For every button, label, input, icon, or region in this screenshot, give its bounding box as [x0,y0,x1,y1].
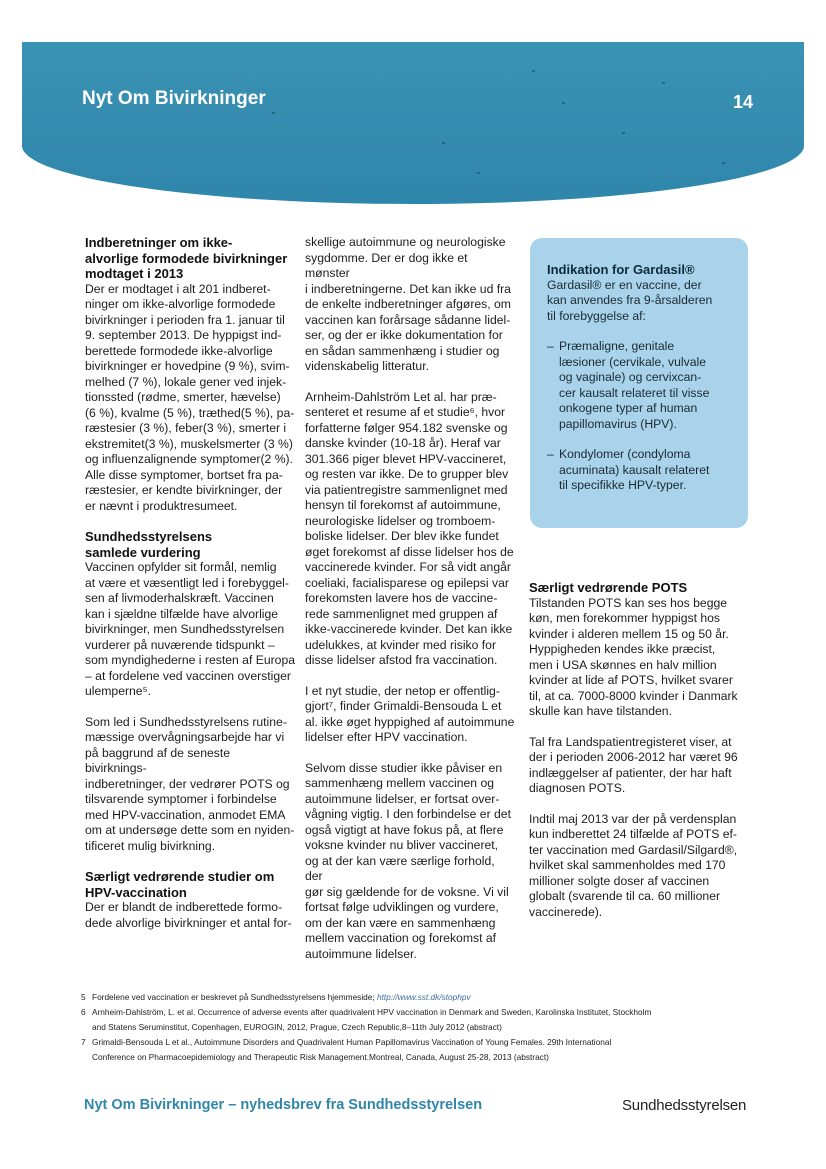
paragraph: Der er blandt de indberettede formo- dede alvorlige bivirkninger et antal for- [85,900,292,930]
sundhedsstyrelsen-logo: Sundhedsstyrelsen [622,1097,747,1114]
footnote: 7 Grimaldi-Bensouda L et al., Autoimmune Disorders and Quadrivalent Human Papillomavirus Vaccination of Young Females. 29th International Conference on Pharmacoepidemiology and Therapeutic Risk Management.Montreal, Canada, August 25-28, 2013 (abstract) [81,1037,612,1062]
paragraph: skellige autoimmune og neurologiske sygdomme. Der er dog ikke et mønster i indberetningerne. Det kan ikke ud fra de enkelte indberetninger afgøres, om vaccinen kan forårsage sådanne lidel- ser, og der er ikke dokumentation for en sådan sammenhæng i studier og videnskabelig litteratur. [305,235,511,373]
page-number: 14 [733,92,754,112]
infobox-list-item: – Præmaligne, genitale læsioner (cervikale, vulvale og vaginale) og cervixcan- cer kausalt relateret til visse onkogene typer af human papillomavirus (HPV). [547,339,710,431]
paragraph: Som led i Sundhedsstyrelsens rutine- mæssige overvågningsarbejde har vi på baggrund af de seneste bivirknings- indberetninger, der vedrører POTS og tilsvarende symptomer i forbindelse med HPV-vaccination, anmodet EMA om at undersøge dette som en nyiden- tificeret mulig bivirkning. [85,714,295,853]
paragraph: Tal fra Landspatientregisteret viser, at der i perioden 2006-2012 har været 96 indlæggelser af patienter, der har haft diagnosen POTS. [529,734,738,795]
section-heading: Særligt vedrørende studier om HPV-vaccination [85,869,275,900]
footnote: 5 Fordelene ved vaccination er beskrevet på Sundhedsstyrelsens hjemmeside; http://www.sst.dk/stophpv [81,992,471,1002]
indication-infobox [530,238,748,528]
paragraph: Arnheim-Dahlström Let al. har præ- senteret et resume af et studie⁶, hvor forfatterne følger 954.182 svenske og danske kvinder (10-18 år). Heraf var 301.366 piger blevet HPV-vaccineret, og resten var ikke. De to grupper blev via patientregistre sammenlignet med hensyn til forekomst af autoimmune, neurologiske lidelser og tromboem- boliske lidelser. Der blev ikke fundet øget forekomst af disse lidelser hos de vaccinerede kvinder. For så vidt angår coeliaki, facialisparese og epilepsi var forekomsten lavere hos de vaccine- rede sammenlignet med gruppen af ikke-vaccinerede kvinder. Det kan ikke udelukkes, at kvinder med risiko for disse lidelser afstod fra vaccination. [305,389,514,667]
infobox-list-item: – Kondylomer (condyloma acuminata) kausalt relateret til specifikke HPV-typer. [547,447,710,492]
section-heading: Særligt vedrørende POTS [529,580,688,595]
infobox-intro: Gardasil® er en vaccine, der kan anvendes fra 9-årsalderen til forebyggelse af: [547,277,713,323]
footnotes [81,990,771,1065]
footer-title: Nyt Om Bivirkninger – nyhedsbrev fra Sundhedsstyrelsen [84,1097,483,1113]
footnote: 6 Arnheim-Dahlström, L. et al. Occurrence of adverse events after quadrivalent HPV vaccination in Denmark and Sweden, Karolinska Institutet, Stockholm and Statens Seruminstitut, Copenhagen, EUROGIN, 2012, Prague, Czech Republic,8–11th July 2012 (abstract) [81,1007,652,1032]
footnote-link[interactable]: http://www.sst.dk/stophpv [377,992,471,1002]
column-right [529,580,744,935]
page-title: Nyt Om Bivirkninger [82,88,266,109]
header-banner [22,42,804,204]
paragraph: Tilstanden POTS kan ses hos begge køn, men forekommer hyppigst hos kvinder i alderen mellem 15 og 50 år. Hyppigheden kendes ikke præcist, men i USA skønnes en halv million kvinder at lide af POTS, hvilket svarer til, at ca. 7000-8000 kvinder i Danmark skulle kan have tilstanden. [529,595,738,718]
paragraph: I et nyt studie, der netop er offentlig- gjort⁷, finder Grimaldi-Bensouda L et al. ikke øget hyppighed af autoimmune lidelser efter HPV vaccination. [305,683,515,744]
paragraph: Indtil maj 2013 var der på verdensplan kun indberettet 24 tilfælde af POTS ef- ter vaccination med Gardasil/Silgard®, hvilket skal sammenholdes med 170 millioner solgte doser af vaccinen globalt (svarende til ca. 60 millioner vaccinerede). [529,811,738,919]
paragraph: Der er modtaget i alt 201 indberet- ninger om ikke-alvorlige formodede bivirkninger i perioden fra 1. januar til 9. september 2013. De hyppigst ind- berettede formodede ikke-alvorlige bivirkninger er hovedpine (9 %), svim- melhed (7 %), lokale gener ved injek- tionssted (rødme, smerter, hævelse) (6 %), kvalme (5 %), træthed(5 %), pa- ræstesier (3 %), feber(3 %), smerter i ekstremitet(3 %), muskelsmerter (3 %) og influenzalignende symptomer(2 %). Alle disse symptomer, bortset fra pa- ræstesier, er kendte bivirkninger, der er nævnt i produktresumeet. [85,281,295,513]
paragraph: Vaccinen opfylder sit formål, nemlig at være et væsentligt led i forebyggel- sen af livmoderhalskræft. Vaccinen kan i sjældne tilfælde have alvorlige bivirkninger, men Sundhedsstyrelsen vurderer på nuværende tidspunkt – som myndighederne i resten af Europa – at fordelene ved vaccinen overstiger ulemperne⁵. [85,560,296,698]
column-middle [305,235,515,977]
section-heading: Indberetninger om ikke- alvorlige formodede bivirkninger modtaget i 2013 [85,235,288,281]
infobox-heading: Indikation for Gardasil® [547,262,695,277]
paragraph: Selvom disse studier ikke påviser en sammenhæng mellem vaccinen og autoimmune lidelser, er fortsat over- vågning vigtig. I den forbindelse er det også vigtigt at have fokus på, at flere voksne kvinder nu bliver vaccineret, og at der kan være særlige forhold, der gør sig gældende for de voksne. Vi vil fortsat følge udviklingen og vurdere, om der kan være en sammenhæng mellem vaccination og forekomst af autoimmune lidelser. [305,760,511,961]
section-heading: Sundhedsstyrelsens samlede vurdering [85,529,213,560]
column-left [85,235,295,946]
